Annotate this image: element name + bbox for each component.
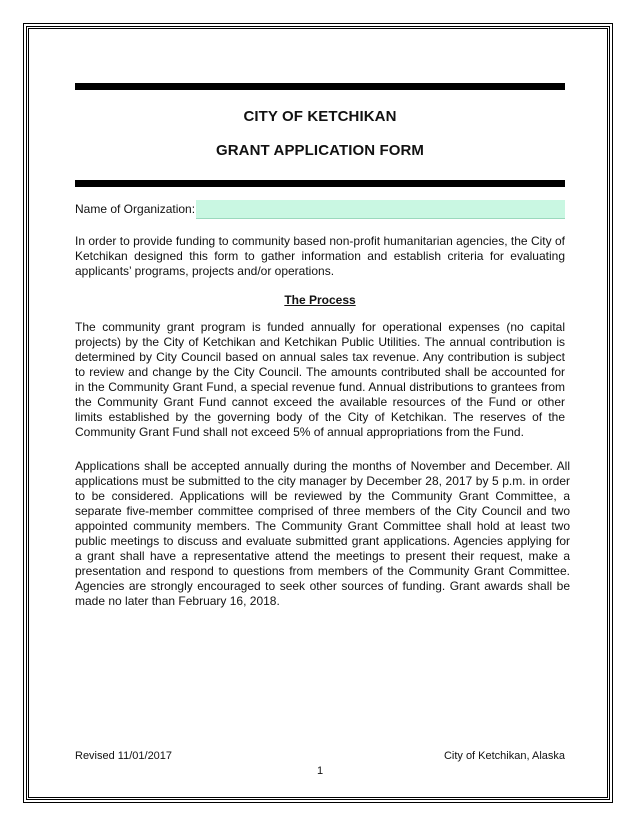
top-divider xyxy=(75,83,565,90)
organization-row xyxy=(75,199,565,219)
bottom-divider xyxy=(75,180,565,187)
footer-location: City of Ketchikan, Alaska xyxy=(443,750,565,762)
organization-name-field[interactable] xyxy=(196,200,565,219)
form-title: GRANT APPLICATION FORM xyxy=(215,142,425,159)
section-heading: The Process xyxy=(284,293,356,307)
revised-date: Revised 11/01/2017 xyxy=(75,750,173,762)
document-title: CITY OF KETCHIKAN xyxy=(243,108,397,125)
intro-paragraph: In order to provide funding to community based non-profit humanitarian agencies, the City of Ketchikan designed this form to gather information and establish criteria for evaluating applicants’ programs, projects and/or operations. xyxy=(75,234,565,278)
organization-label: Name of Organization: xyxy=(75,202,196,216)
applications-paragraph: Applications shall be accepted annually during the months of November and December. All applications must be submitted to the city manager by December 28, 2017 by 5 p.m. in order to be considered. Applications will be reviewed by the Community Grant Committee, a separate five-member committee comprised of three members of the City Council and two appointed community members. The Community Grant Committee shall hold at least two public meetings to discuss and evaluate submitted grant applications. Agencies applying for a grant shall have a representative attend the meetings to present their request, make a presentation and respond to questions from members of the Community Grant Committee. Agencies are strongly encouraged to seek other sources of funding. Grant awards shall be made no later than February 16, 2018. xyxy=(75,459,570,608)
process-paragraph: The community grant program is funded annually for operational expenses (no capital projects) by the City of Ketchikan and Ketchikan Public Utilities. The annual contribution is determined by City Council based on annual sales tax revenue. Any contribution is subject to review and change by the City Council. The amounts contributed shall be accounted for in the Community Grant Fund, a special revenue fund. Annual distributions to grantees from the Community Grant Fund cannot exceed the available resources of the Fund or other limits established by the governing body of the City of Ketchikan. The reserves of the Community Grant Fund shall not exceed 5% of annual appropriations from the Fund. xyxy=(75,320,565,439)
page-number: 1 xyxy=(316,765,324,777)
